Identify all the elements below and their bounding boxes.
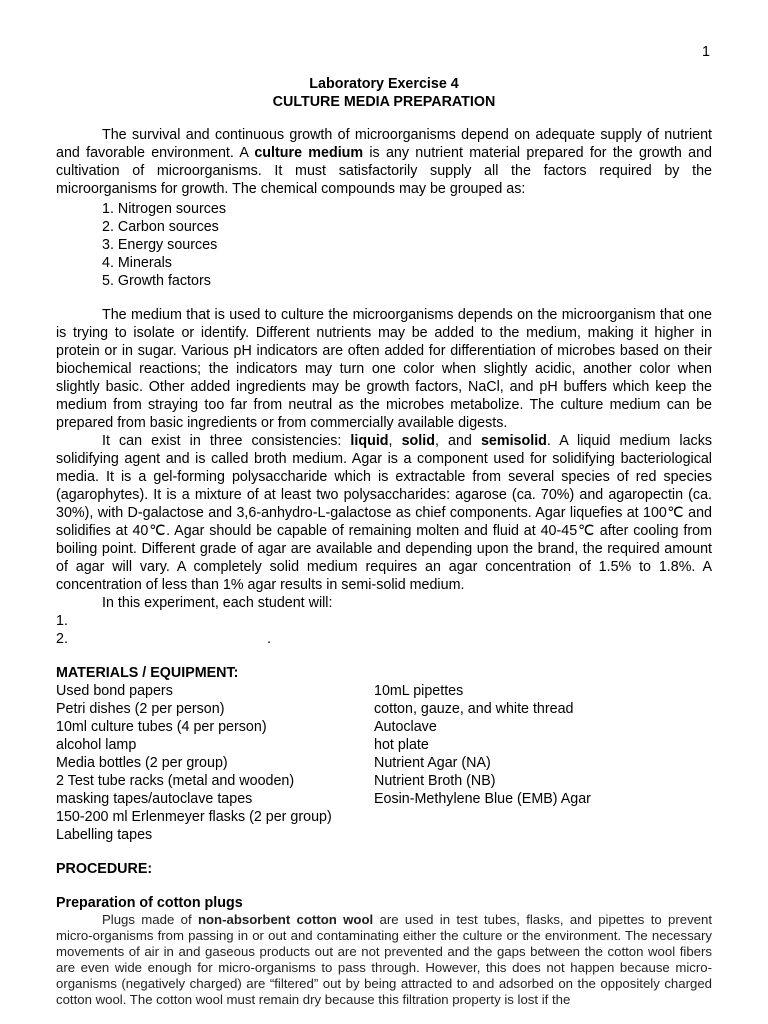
list-item: 3. Energy sources — [102, 237, 218, 253]
list-item: cotton, gauze, and white thread — [374, 701, 574, 717]
title-line-2: CULTURE MEDIA PREPARATION — [272, 94, 496, 110]
list-item: 10mL pipettes — [374, 683, 464, 699]
cotton-plugs-heading: Preparation of cotton plugs — [56, 895, 243, 911]
objective-2: 2. . — [56, 631, 271, 647]
materials-right-column — [374, 682, 712, 844]
compound-list — [102, 200, 712, 290]
list-item: masking tapes/autoclave tapes — [56, 791, 253, 807]
objective-1: 1. — [56, 613, 68, 629]
page-title — [0, 75, 768, 111]
intro-paragraph: The survival and continuous growth of microorganisms depend on adequate supply of nutrient and favorable environment. A culture medium is any nutrient material prepared for the growth and cultivation of microorganisms. It must satisfactorily supply all the factors required by the microorganisms for growth. The chemical compounds may be grouped as: — [56, 127, 712, 197]
medium-paragraph: The medium that is used to culture the microorganisms depends on the microorganism that one is trying to isolate or identify. Different nutrients may be added to the medium, making it higher in protein or in sugar. Various pH indicators are often added for differentiation of microbes based on their biochemical reactions; the indicators may turn one color when slightly acidic, another color when slightly basic. Other added ingredients may be growth factors, NaCl, and pH buffers which keep the medium from straying too far from neutral as the microbes metabolize. The culture medium can be prepared from basic ingredients or from commercially available digests. — [56, 307, 712, 431]
list-item: Used bond papers — [56, 683, 173, 699]
objectives-intro: In this experiment, each student will: — [102, 595, 333, 611]
list-item: 1. Nitrogen sources — [102, 201, 226, 217]
materials-left-column — [56, 682, 374, 844]
cotton-plugs-paragraph: Plugs made of non-absorbent cotton wool are used in test tubes, flasks, and pipettes to prevent micro-organisms from passing in or out and contaminating either the culture or the environment. The necessary movements of air in and gaseous products out are not prevented and the gaps between the cotton wool fibers are even wide enough for micro-organisms to pass through. However, this does not happen because micro-organisms (negatively charged) are “filtered” out by being attracted to and adsorbed on the oppositely charged cotton wool. The cotton wool must remain dry because this filtration property is lost if the — [56, 912, 713, 1007]
document-body — [56, 126, 712, 1008]
materials-list — [56, 682, 712, 844]
procedure-heading: PROCEDURE: — [56, 861, 153, 877]
list-item: Labelling tapes — [56, 827, 153, 843]
list-item: alcohol lamp — [56, 737, 137, 753]
culture-medium-term: culture medium — [254, 145, 364, 161]
consistency-paragraph: It can exist in three consistencies: liquid, solid, and semisolid. A liquid medium lacks solidifying agent and is called broth medium. Agar is a component used for solidifying bacteriological media. It is a gel-forming polysaccharide which is extractable from several species of red species (agarophytes). It is a mixture of at least two polysaccharides: agarose (ca. 70%) and agaropectin (ca. 30%), with D-galactose and 3,6-anhydro-L-galactose as chief components. Agar liquefies at 100℃ and solidifies at 40℃. Agar should be capable of remaining molten and fluid at 40-45℃ after cooling from boiling point. Different grade of agar are available and depending upon the brand, the required amount of agar will vary. A completely solid medium requires an agar concentration of 1.5% to 1.8%. A concentration of less than 1% agar results in semi-solid medium. — [56, 433, 712, 593]
list-item: Nutrient Agar (NA) — [374, 755, 491, 771]
page-number: 1 — [702, 44, 710, 60]
list-item: 5. Growth factors — [102, 273, 211, 289]
list-item: Media bottles (2 per group) — [56, 755, 228, 771]
materials-heading: MATERIALS / EQUIPMENT: — [56, 665, 239, 681]
list-item: 2 Test tube racks (metal and wooden) — [56, 773, 295, 789]
title-line-1: Laboratory Exercise 4 — [309, 76, 459, 92]
list-item: 2. Carbon sources — [102, 219, 219, 235]
list-item: Autoclave — [374, 719, 437, 735]
list-item: 150-200 ml Erlenmeyer flasks (2 per group) — [56, 809, 332, 825]
list-item: Eosin-Methylene Blue (EMB) Agar — [374, 791, 591, 807]
list-item: 4. Minerals — [102, 255, 172, 271]
list-item: hot plate — [374, 737, 429, 753]
list-item: 10ml culture tubes (4 per person) — [56, 719, 267, 735]
list-item: Nutrient Broth (NB) — [374, 773, 496, 789]
list-item: Petri dishes (2 per person) — [56, 701, 225, 717]
